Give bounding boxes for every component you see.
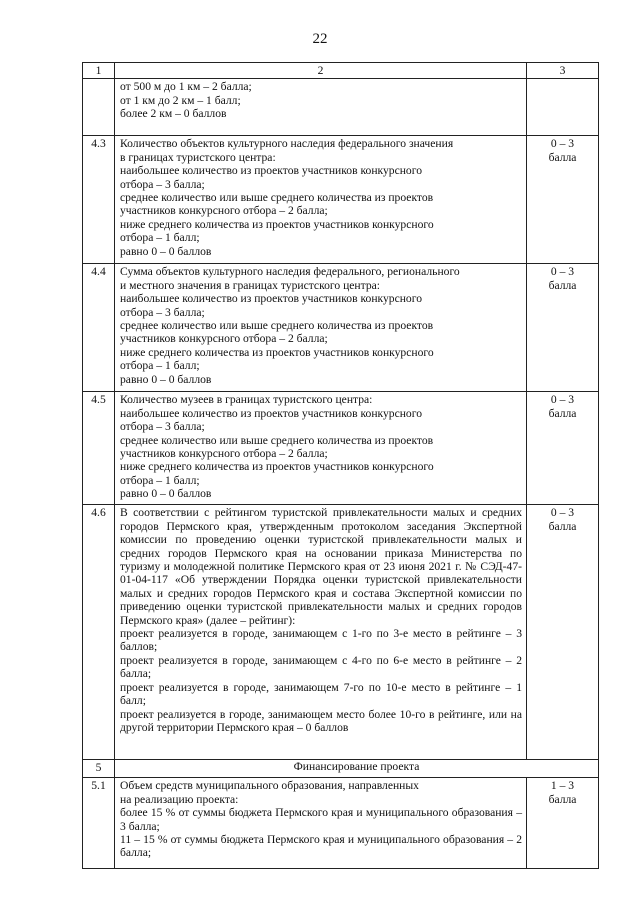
table-row-4-6 xyxy=(83,505,599,760)
table-section-row xyxy=(83,760,599,778)
criterion-line: ниже среднего количества из проектов участников конкурсного xyxy=(120,217,434,231)
criterion-text xyxy=(115,264,527,392)
header-col-2: 2 xyxy=(115,63,527,79)
score-range: 1 – 3 xyxy=(550,779,575,793)
criterion-paragraph: более 15 % от суммы бюджета Пермского края и муниципального образования – 3 балла; xyxy=(120,806,522,833)
criterion-line: ниже среднего количества из проектов участников конкурсного xyxy=(120,345,434,359)
criterion-paragraph: проект реализуется в городе, занимающем место более 10-го в рейтинге, или на другой территории Пермского края – 0 баллов xyxy=(120,707,522,734)
criterion-line: равно 0 – 0 баллов xyxy=(120,372,212,386)
criterion-text xyxy=(115,392,527,505)
section-title: Финансирование проекта xyxy=(115,760,599,778)
table-row-continuation xyxy=(83,79,599,136)
table-row-4-4 xyxy=(83,264,599,392)
page-number: 22 xyxy=(312,31,328,47)
criterion-line: Сумма объектов культурного наследия федерального, регионального xyxy=(120,265,460,279)
criterion-line: наибольшее количество из проектов участников конкурсного xyxy=(120,292,422,306)
score-unit: балла xyxy=(548,278,577,292)
criterion-line: равно 0 – 0 баллов xyxy=(120,244,212,258)
criterion-line: равно 0 – 0 баллов xyxy=(120,487,212,501)
criterion-line: отбора – 1 балл; xyxy=(120,473,200,487)
score-range: 0 – 3 xyxy=(550,265,575,279)
table-header-row xyxy=(83,63,599,79)
table-row-4-3 xyxy=(83,136,599,264)
criterion-line: Количество музеев в границах туристского центра: xyxy=(120,393,373,407)
score-unit: балла xyxy=(548,406,577,420)
criterion-paragraph: В соответствии с рейтингом туристской привлекательности малых и средних городов Пермского края, утвержденным протоколом заседания Экспертной комиссии по проведению оценки туристской привлекательности малых и средних городов Пермского края на основании приказа Министерства по туризму и молодежной политике Пермского края от 23 июня 2021 г. № СЭД-47-01-04-117 «Об утверждении Порядка оценки туристской привлекательности малых и средних городов Пермского края и состава Экспертной комиссии по приведению оценки туристской привлекательности малых и средних городов Пермского края» (далее – рейтинг): xyxy=(120,506,522,627)
criterion-paragraph: 11 – 15 % от суммы бюджета Пермского края и муниципального образования – 2 балла; xyxy=(120,833,522,860)
criterion-line: от 1 км до 2 км – 1 балл; xyxy=(120,93,241,107)
score-range: 0 – 3 xyxy=(550,506,575,520)
criteria-table xyxy=(82,62,599,869)
criterion-line: более 2 км – 0 баллов xyxy=(120,107,227,121)
row-number: 4.3 xyxy=(83,136,115,264)
table-row-5-1 xyxy=(83,778,599,869)
row-number xyxy=(83,79,115,136)
criterion-line: Объем средств муниципального образования, направленных xyxy=(120,779,419,793)
criterion-line: на реализацию проекта: xyxy=(120,792,239,806)
row-number: 4.5 xyxy=(83,392,115,505)
row-number: 5.1 xyxy=(83,778,115,869)
criterion-text xyxy=(115,136,527,264)
criterion-line: отбора – 3 балла; xyxy=(120,305,205,319)
criterion-line: наибольшее количество из проектов участников конкурсного xyxy=(120,164,422,178)
score-cell xyxy=(527,136,599,264)
criterion-line: участников конкурсного отбора – 2 балла; xyxy=(120,447,328,461)
criterion-line: отбора – 1 балл; xyxy=(120,359,200,373)
criterion-paragraph: проект реализуется в городе, занимающем 7-го по 10-е место в рейтинге – 1 балл; xyxy=(120,680,522,708)
criterion-line: среднее количество или выше среднего количества из проектов xyxy=(120,433,434,447)
score-cell xyxy=(527,264,599,392)
criterion-line: среднее количество или выше среднего количества из проектов xyxy=(120,319,434,333)
criterion-line: Количество объектов культурного наследия федерального значения xyxy=(120,137,454,151)
criterion-line: отбора – 3 балла; xyxy=(120,420,205,434)
criterion-line: от 500 м до 1 км – 2 балла; xyxy=(120,80,252,94)
criterion-line: в границах туристского центра: xyxy=(120,150,276,164)
criterion-paragraph: проект реализуется в городе, занимающем с 1-го по 3-е место в рейтинге – 3 баллов; xyxy=(120,627,522,654)
score-unit: балла xyxy=(548,792,577,806)
criterion-line: участников конкурсного отбора – 2 балла; xyxy=(120,204,328,218)
criterion-text xyxy=(115,79,527,136)
criterion-text xyxy=(115,778,527,869)
score-range: 0 – 3 xyxy=(550,137,575,151)
score-cell xyxy=(527,392,599,505)
criterion-line: наибольшее количество из проектов участников конкурсного xyxy=(120,406,422,420)
criterion-line: отбора – 3 балла; xyxy=(120,177,205,191)
criterion-line: отбора – 1 балл; xyxy=(120,231,200,245)
score-range: 0 – 3 xyxy=(550,393,575,407)
criterion-line: и местного значения в границах туристского центра: xyxy=(120,278,380,292)
criterion-text xyxy=(115,505,527,760)
score-unit: балла xyxy=(548,519,577,533)
score-unit: балла xyxy=(548,150,577,164)
criterion-line: ниже среднего количества из проектов участников конкурсного xyxy=(120,460,434,474)
table-row-4-5 xyxy=(83,392,599,505)
criterion-line: среднее количество или выше среднего количества из проектов xyxy=(120,191,434,205)
score-cell xyxy=(527,505,599,760)
criterion-paragraph: проект реализуется в городе, занимающем с 4-го по 6-е место в рейтинге – 2 балла; xyxy=(120,653,522,681)
score-cell xyxy=(527,778,599,869)
section-number: 5 xyxy=(83,760,115,778)
row-number: 4.6 xyxy=(83,505,115,760)
score-cell xyxy=(527,79,599,136)
criterion-line: участников конкурсного отбора – 2 балла; xyxy=(120,332,328,346)
header-col-1: 1 xyxy=(83,63,115,79)
header-col-3: 3 xyxy=(527,63,599,79)
row-number: 4.4 xyxy=(83,264,115,392)
